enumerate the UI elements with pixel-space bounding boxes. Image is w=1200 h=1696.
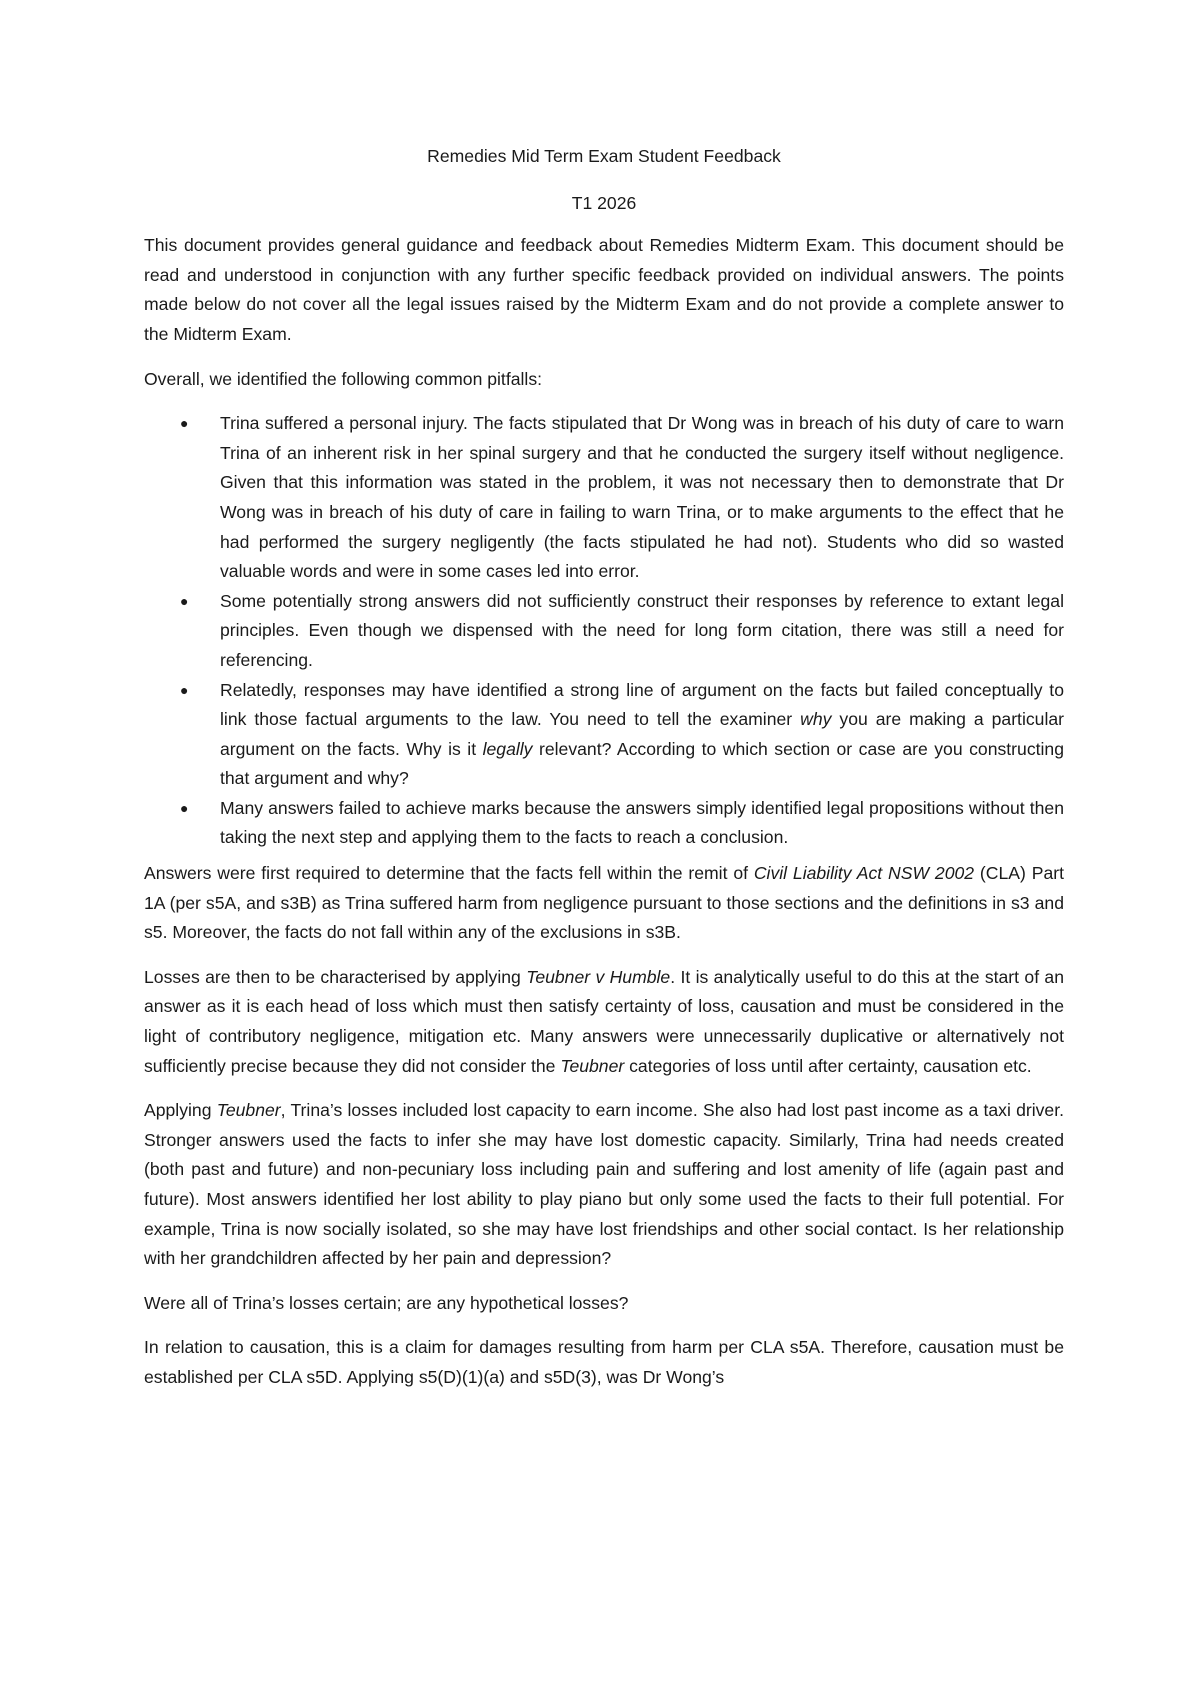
pitfall-text: Some potentially strong answers did not sufficiently construct their responses by reference to extant legal principles. Even though we dispensed with the need for long form citation, there was still a need for referencing. <box>220 590 1064 670</box>
losses-paragraph: Losses are then to be characterised by applying Teubner v Humble. It is analytically useful to do this at the start of an answer as it is each head of loss which must then satisfy certainty of loss, causation and must be considered in the light of contributory negligence, mitigation etc. Many answers were unnecessarily duplicative or alternatively not sufficiently precise because they did not consider the Teubner categories of loss until after certainty, causation etc. <box>144 966 1064 1076</box>
emphasis-legally: legally <box>482 738 533 759</box>
list-item <box>144 794 1064 853</box>
case-name-short: Teubner <box>560 1055 625 1076</box>
cla-paragraph: Answers were first required to determine that the facts fell within the remit of Civil Liability Act NSW 2002 (CLA) Part 1A (per s5A, and s3B) as Trina suffered harm from negligence pursuant to those sections and the definitions in s3 and s5. Moreover, the facts do not fall within any of the exclusions in s3B. <box>144 863 1064 943</box>
bullet-icon: ● <box>180 415 189 432</box>
list-item <box>144 409 1064 587</box>
pitfalls-list <box>144 409 1064 853</box>
causation-paragraph: In relation to causation, this is a claim for damages resulting from harm per CLA s5A. Therefore, causation must be established per CLA s5D. Applying s5(D)(1)(a) and s5D(3), was Dr Wong’s <box>144 1337 1064 1387</box>
bullet-icon: ● <box>180 799 189 816</box>
pitfalls-heading: Overall, we identified the following common pitfalls: <box>144 368 542 389</box>
certainty-paragraph: Were all of Trina’s losses certain; are any hypothetical losses? <box>144 1292 629 1313</box>
act-title: Civil Liability Act NSW 2002 <box>753 863 975 884</box>
pitfall-text: Relatedly, responses may have identified a strong line of argument on the facts but failed conceptually to link those factual arguments to the law. You need to tell the examiner why you are making a particular argument on the facts. Why is it legally relevant? According to which section or case are you constructing that argument and why? <box>220 679 1064 789</box>
list-item <box>144 676 1064 794</box>
intro-paragraph: This document provides general guidance and feedback about Remedies Midterm Exam. This document should be read and understood in conjunction with any further specific feedback provided on individual answers. The points made below do not cover all the legal issues raised by the Midterm Exam and do not provide a complete answer to the Midterm Exam. <box>144 235 1064 344</box>
document-term: T1 2026 <box>571 192 637 213</box>
case-name-short: Teubner <box>216 1100 281 1121</box>
pitfall-text: Many answers failed to achieve marks because the answers simply identified legal propositions without then taking the next step and applying them to the facts to reach a conclusion. <box>220 797 1064 848</box>
list-item <box>144 587 1064 676</box>
emphasis-why: why <box>800 709 832 730</box>
document-title: Remedies Mid Term Exam Student Feedback <box>427 146 781 166</box>
bullet-icon: ● <box>180 592 189 609</box>
bullet-icon: ● <box>180 681 189 698</box>
teubner-paragraph: Applying Teubner, Trina’s losses included lost capacity to earn income. She also had lost past income as a taxi driver. Stronger answers used the facts to infer she may have lost domestic capacity. Similarly, Trina had needs created (both past and future) and non-pecuniary loss including pain and suffering and lost amenity of life (again past and future). Most answers identified her lost ability to play piano but only some used the facts to their full potential. For example, Trina is now socially isolated, so she may have lost friendships and other social contact. Is her relationship with her grandchildren affected by her pain and depression? <box>144 1100 1064 1269</box>
case-name: Teubner v Humble <box>526 966 671 987</box>
pitfall-text: Trina suffered a personal injury. The facts stipulated that Dr Wong was in breach of his duty of care to warn Trina of an inherent risk in her spinal surgery and that he conducted the surgery itself without negligence. Given that this information was stated in the problem, it was not necessary then to demonstrate that Dr Wong was in breach of his duty of care in failing to warn Trina, or to make arguments to the effect that he had performed the surgery negligently (the facts stipulated he had not). Students who did so wasted valuable words and were in some cases led into error. <box>220 413 1064 582</box>
